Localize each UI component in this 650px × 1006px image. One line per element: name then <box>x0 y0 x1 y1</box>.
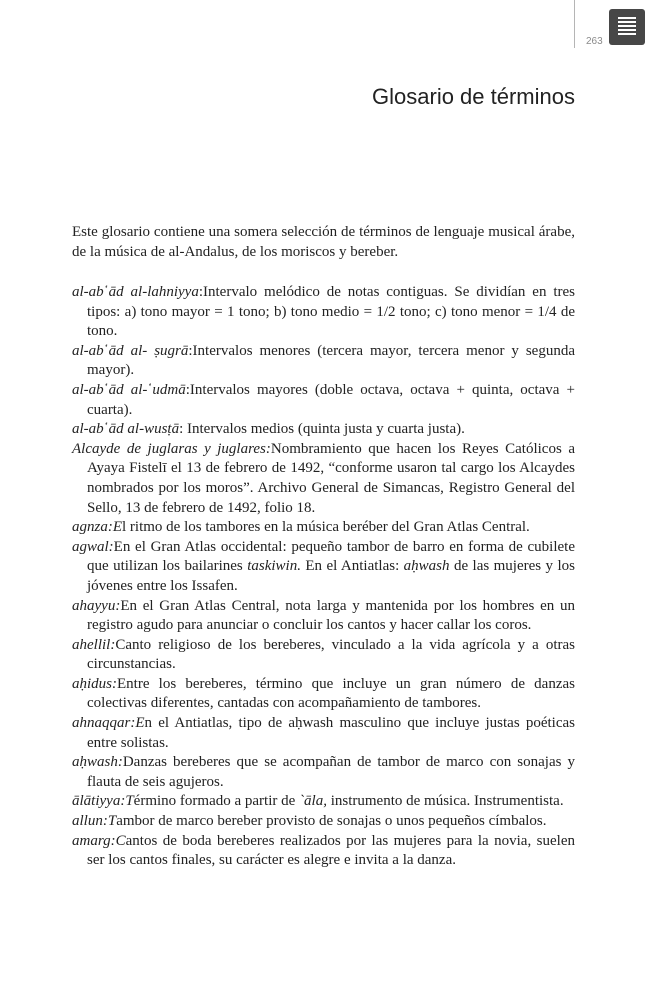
glossary-term: allun: <box>72 813 108 830</box>
glossary-term: aḥidus: <box>72 675 117 692</box>
menu-list-icon <box>609 9 645 45</box>
glossary-entry <box>72 753 575 792</box>
glossary-definition: : Intervalos medios (quinta justa y cuarta justa). <box>179 421 465 438</box>
header-divider <box>574 0 575 48</box>
glossary-entry <box>72 636 575 675</box>
glossary-entry <box>72 792 575 812</box>
glossary-entry <box>72 381 575 420</box>
glossary-term: ahnaqqar: <box>72 715 136 732</box>
glossary-entry <box>72 420 575 440</box>
glossary-term: ahayyu: <box>72 597 121 614</box>
glossary-entry <box>72 675 575 714</box>
page-number: 263 <box>586 36 603 47</box>
glossary-definition: Cantos de boda bereberes realizados por las mujeres para la novia, suelen ser los cantos finales, su carácter es alegre e invita a la danza. <box>87 832 575 869</box>
glossary-term: Alcayde de juglaras y juglares: <box>72 440 271 457</box>
page-title: Glosario de términos <box>372 84 575 109</box>
glossary-term: aḥwash: <box>72 754 123 771</box>
glossary-entry <box>72 538 575 597</box>
glossary-entry <box>72 342 575 381</box>
glossary-entry <box>72 812 575 832</box>
glossary-definition: :Intervalos mayores (doble octava, octava + quinta, octava + cuarta). <box>87 381 575 418</box>
glossary-term: al-ab῾ād al- ṣugrā <box>72 342 189 359</box>
glossary-term: al-ab῾ād al-wusṭā <box>72 421 180 438</box>
menu-button[interactable] <box>609 9 645 45</box>
glossary-entry <box>72 440 575 518</box>
glossary-entry <box>72 597 575 636</box>
glossary-term: al-ab῾ād al-῾udmā <box>72 381 186 398</box>
glossary-definition: Tambor de marco bereber provisto de sonajas o unos pequeños címbalos. <box>107 813 547 830</box>
glossary-term: agwal: <box>72 538 114 555</box>
intro-paragraph: Este glosario contiene una somera selección de términos de lenguaje musical árabe, de la música de al-Andalus, de los moriscos y bereber. <box>72 224 575 260</box>
glossary-definition: Danzas bereberes que se acompañan de tambor de marco con sonajas y flauta de seis agujeros. <box>87 754 575 790</box>
glossary-definition: En el Gran Atlas Central, nota larga y mantenida por los hombres en un registro agudo para anunciar o concluir los cantos y hacer callar los coros. <box>87 597 575 634</box>
glossary-term: ālātiyya: <box>72 793 126 810</box>
glossary-entry <box>72 832 575 871</box>
glossary-definition: El ritmo de los tambores en la música beréber del Gran Atlas Central. <box>112 519 530 536</box>
glossary-term: amarg: <box>72 832 116 849</box>
glossary-term: ahellil: <box>72 636 116 653</box>
glossary-entry <box>72 714 575 753</box>
glossary-definition: En el Gran Atlas occidental: pequeño tambor de barro en forma de cubilete que utilizan los bailarines taskiwin. En el Antiatlas: aḥwash de las mujeres y los jóvenes entre los Issafen. <box>87 538 575 594</box>
glossary-list <box>72 283 575 871</box>
glossary-entry <box>72 518 575 538</box>
glossary-definition: Nombramiento que hacen los Reyes Católicos a Ayaya Fistelī el 13 de febrero de 1492, “conforme usaron tal cargo los Alcaydes nombrados por los moros”. Archivo General de Simancas, Registro General del Sello, 13 de febrero de 1492, folio 18. <box>87 440 575 516</box>
glossary-definition: Término formado a partir de `āla, instrumento de música. Instrumentista. <box>125 793 564 810</box>
glossary-definition: :Intervalo melódico de notas contiguas. Se dividían en tres tipos: a) tono mayor = 1 tono; b) tono medio = 1/2 tono; c) tono menor = 1/4 de tono. <box>87 284 575 340</box>
glossary-definition: Entre los bereberes, término que incluye un gran número de danzas colectivas diferentes, cantadas con acompañamiento de tambores. <box>87 675 575 712</box>
glossary-definition: :Intervalos menores (tercera mayor, tercera menor y segunda mayor). <box>87 342 575 379</box>
glossary-entry <box>72 283 575 342</box>
glossary-term: al-ab῾ād al-lahniyya <box>72 284 199 300</box>
glossary-definition: En el Antiatlas, tipo de aḥwash masculino que incluye justas poéticas entre solistas. <box>87 715 575 751</box>
glossary-term: agnza: <box>72 519 113 536</box>
glossary-definition: Canto religioso de los bereberes, vinculado a la vida agrícola y a otras circunstancias. <box>87 636 575 673</box>
